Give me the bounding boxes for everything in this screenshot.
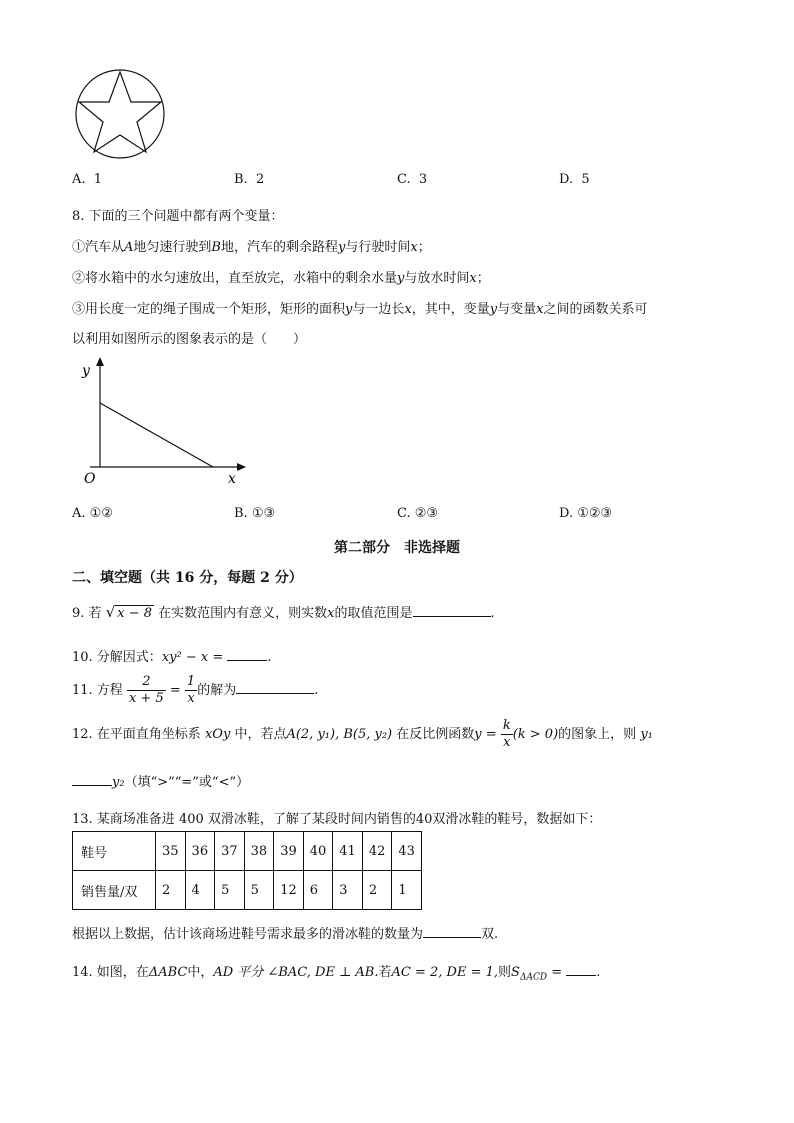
q8-option-c[interactable]: C. ②③	[397, 506, 439, 521]
q13-after: 根据以上数据，估计该商场进鞋号需求最多的滑冰鞋的数量为 双.	[72, 927, 499, 942]
q8-intro: 8. 下面的三个问题中都有两个变量：	[72, 209, 284, 224]
q8-item3-line2: 以利用如图所示的图象表示的是（ ）	[72, 332, 307, 347]
q13-answer-blank[interactable]	[423, 925, 481, 938]
q11: 11. 方程 $\frac{2}{x + 5}$ = $\frac{1}{x}$ 的解为 .	[72, 674, 319, 706]
q8-item2: ②将水箱中的水匀速放出，直至放完，水箱中的剩余水量y与放水时间x；	[72, 271, 490, 286]
q12-fraction: $\frac{k}{x}$	[502, 718, 511, 750]
q8-option-d[interactable]: D. ①②③	[559, 506, 613, 521]
section2-title: 二、填空题（共 16 分，每题 2 分）	[72, 570, 303, 586]
q8-function-graph	[80, 355, 250, 490]
q8-item1: ①汽车从A地匀速行驶到B地，汽车的剩余路程y与行驶时间x；	[72, 240, 431, 255]
q12-line1: 12. 在平面直角坐标系 xOy 中，若点A(2, y₁), B(5, y₂) 在反比例函数y = $\frac{k}{x}$ (k > 0)的图象上，则 y₁	[72, 718, 653, 750]
q14-answer-blank[interactable]	[566, 963, 596, 976]
q9-answer-blank[interactable]	[413, 604, 491, 617]
graph-origin-label: O	[84, 471, 96, 487]
q7-option-b[interactable]: B. 2	[234, 172, 265, 187]
q13-text: 13. 某商场准备进 400 双滑冰鞋，了解了某段时间内销售的40双滑冰鞋的鞋号，数据如下：	[72, 812, 602, 827]
q7-option-d[interactable]: D. 5	[559, 172, 590, 187]
row2-header: 销售量/双	[73, 871, 156, 910]
q12-answer-blank[interactable]	[72, 773, 112, 786]
q11-answer-blank[interactable]	[236, 681, 314, 694]
q12-line2: y₂（填“>”“=”或“<”）	[72, 771, 249, 790]
q7-option-c[interactable]: C. 3	[397, 172, 428, 187]
q13-shoe-table	[72, 831, 422, 910]
q14: 14. 如图，在ΔABC中，AD 平分 ∠BAC, DE ⊥ AB.若AC = 2, DE = 1,则$S_{\Delta ACD}$ = .	[72, 965, 601, 983]
row1-header: 鞋号	[73, 832, 156, 871]
q10: 10. 分解因式：xy² − x = .	[72, 650, 272, 665]
part2-title: 第二部分 非选择题	[334, 540, 460, 556]
q8-item3-line1: ③用长度一定的绳子围成一个矩形，矩形的面积y与一边长x，其中，变量y与变量x之间的函数关系可	[72, 302, 648, 317]
q8-option-b[interactable]: B. ①③	[234, 506, 276, 521]
q8-option-a[interactable]: A. ①②	[72, 506, 113, 521]
q9: 9. 若 √ x − 8 在实数范围内有意义，则实数x的取值范围是 .	[72, 603, 495, 621]
table-row: 销售量/双 2 4 5 5 12 6 3 2 1	[73, 871, 422, 910]
graph-y-label: y	[82, 363, 90, 379]
graph-x-label: x	[228, 471, 236, 487]
q10-answer-blank[interactable]	[227, 648, 267, 661]
table-row: 鞋号 35 36 37 38 39 40 41 42 43	[73, 832, 422, 871]
q11-fraction-left: $\frac{2}{x + 5}$	[128, 674, 164, 706]
star-in-circle-figure	[74, 68, 166, 160]
q11-fraction-right: $\frac{1}{x}$	[186, 674, 196, 706]
q7-option-a[interactable]: A. 1	[72, 172, 103, 187]
